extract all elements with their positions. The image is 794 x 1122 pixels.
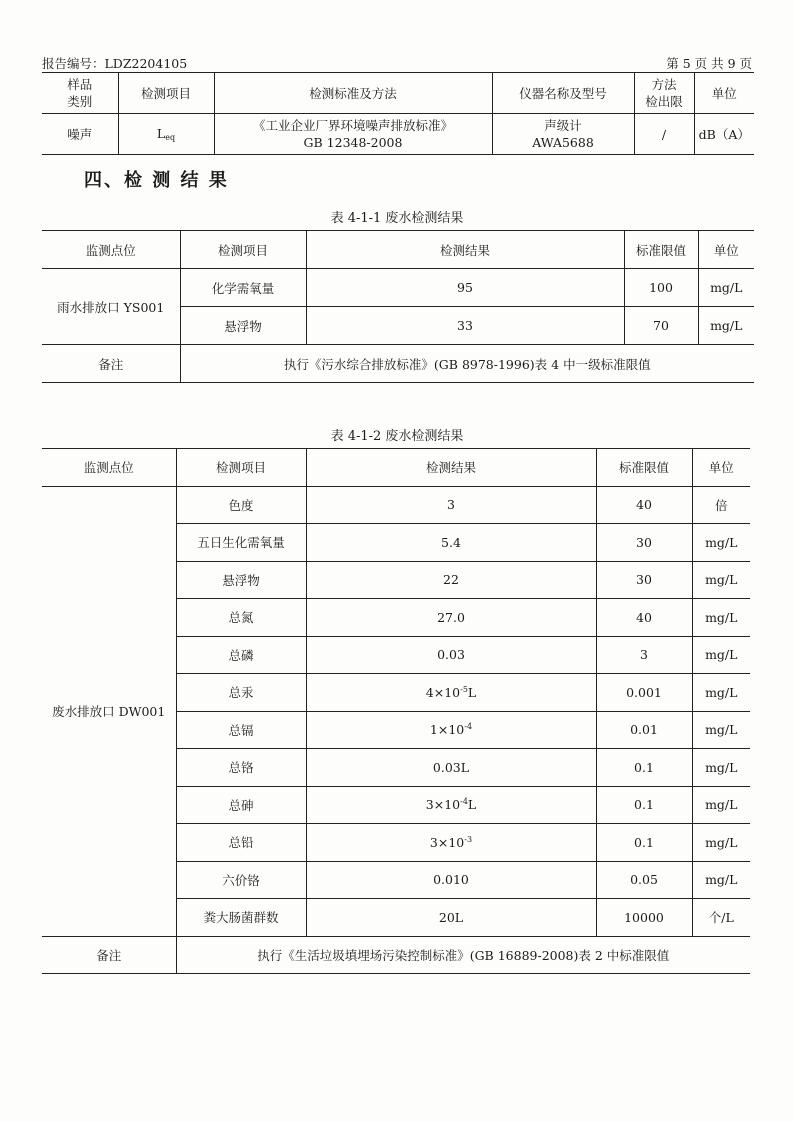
unit-cell: mg/L xyxy=(692,674,750,712)
unit-cell: mg/L xyxy=(692,636,750,674)
header-test-item: 检测项目 xyxy=(118,73,214,114)
instrument: 声级计 AWA5688 xyxy=(492,114,634,155)
standard-method: 《工业企业厂界环境噪声排放标准》 GB 12348-2008 xyxy=(214,114,492,155)
table-row xyxy=(42,269,754,307)
unit-cell: mg/L xyxy=(692,749,750,787)
item-cell: 色度 xyxy=(176,486,306,524)
header-result: 检测结果 xyxy=(306,449,596,487)
limit-cell: 0.1 xyxy=(596,786,692,824)
result-cell: $3\times 10^{-4}L$ xyxy=(306,786,596,824)
limit-cell: 0.01 xyxy=(596,711,692,749)
header-unit: 单位 xyxy=(698,231,754,269)
report-number: 报告编号：LDZ2204105 xyxy=(42,56,188,71)
unit-cell: mg/L xyxy=(692,711,750,749)
method-table-row xyxy=(42,114,754,155)
item-cell: 五日生化需氧量 xyxy=(176,524,306,562)
limit-cell: 0.1 xyxy=(596,749,692,787)
result-cell: $1\times 10^{-4}$ xyxy=(306,711,596,749)
note-label: 备注 xyxy=(42,936,176,974)
result-cell: 5.4 xyxy=(306,524,596,562)
header-result: 检测结果 xyxy=(306,231,624,269)
result-cell: 0.03L xyxy=(306,749,596,787)
unit-cell: 倍 xyxy=(692,486,750,524)
result-cell: $4\times 10^{-5}L$ xyxy=(306,674,596,712)
limit-cell: 3 xyxy=(596,636,692,674)
note-label: 备注 xyxy=(42,345,180,383)
limit-cell: 10000 xyxy=(596,899,692,937)
unit-cell: mg/L xyxy=(698,307,754,345)
result-cell: 0.010 xyxy=(306,861,596,899)
item-cell: 总砷 xyxy=(176,786,306,824)
test-item: $L_{eq}$ xyxy=(118,114,214,155)
item-cell: 粪大肠菌群数 xyxy=(176,899,306,937)
unit-cell: mg/L xyxy=(692,524,750,562)
limit-cell: 30 xyxy=(596,561,692,599)
unit-cell: mg/L xyxy=(692,824,750,862)
note-text: 执行《污水综合排放标准》(GB 8978-1996)表 4 中一级标准限值 xyxy=(180,345,754,383)
table1-caption: 表 4-1-1 废水检测结果 xyxy=(330,211,464,226)
unit-cell: mg/L xyxy=(692,561,750,599)
table1-note-row xyxy=(42,345,754,383)
monitoring-location: 废水排放口 DW001 xyxy=(42,486,176,936)
page-number: 第 5 页 共 9 页 xyxy=(666,56,752,71)
table2-header xyxy=(42,449,750,487)
result-cell: 0.03 xyxy=(306,636,596,674)
item-cell: 悬浮物 xyxy=(176,561,306,599)
unit-cell: mg/L xyxy=(698,269,754,307)
header-location: 监测点位 xyxy=(42,449,176,487)
item-cell: 总铬 xyxy=(176,749,306,787)
result-cell: 27.0 xyxy=(306,599,596,637)
header-unit: 单位 xyxy=(694,73,754,114)
limit-cell: 40 xyxy=(596,486,692,524)
item-cell: 总磷 xyxy=(176,636,306,674)
header-location: 监测点位 xyxy=(42,231,180,269)
item-cell: 总氮 xyxy=(176,599,306,637)
result-cell: 20L xyxy=(306,899,596,937)
limit-cell: 0.1 xyxy=(596,824,692,862)
unit-cell: 个/L xyxy=(692,899,750,937)
header-standard-method: 检测标准及方法 xyxy=(214,73,492,114)
unit-cell: mg/L xyxy=(692,599,750,637)
limit-cell: 30 xyxy=(596,524,692,562)
header-sample-category: 样品 类别 xyxy=(42,73,118,114)
monitoring-location: 雨水排放口 YS001 xyxy=(42,269,180,345)
table2-note-row xyxy=(42,936,750,974)
result-cell: 22 xyxy=(306,561,596,599)
method-table xyxy=(42,72,754,155)
limit-cell: 0.001 xyxy=(596,674,692,712)
item-cell: 化学需氧量 xyxy=(180,269,306,307)
item-cell: 总镉 xyxy=(176,711,306,749)
result-cell: 95 xyxy=(306,269,624,307)
page-header xyxy=(42,54,752,72)
header-unit: 单位 xyxy=(692,449,750,487)
item-cell: 悬浮物 xyxy=(180,307,306,345)
results-table-2 xyxy=(42,448,750,974)
results-table-1 xyxy=(42,230,754,383)
header-item: 检测项目 xyxy=(176,449,306,487)
header-instrument: 仪器名称及型号 xyxy=(492,73,634,114)
limit-cell: 70 xyxy=(624,307,698,345)
sample-category: 噪声 xyxy=(42,114,118,155)
unit-cell: mg/L xyxy=(692,861,750,899)
method-table-header xyxy=(42,73,754,114)
result-cell: $3\times 10^{-3}$ xyxy=(306,824,596,862)
section-title: 四、检 测 结 果 xyxy=(84,170,229,191)
limit-cell: 0.05 xyxy=(596,861,692,899)
header-limit: 标准限值 xyxy=(596,449,692,487)
note-text: 执行《生活垃圾填埋场污染控制标准》(GB 16889-2008)表 2 中标准限值 xyxy=(176,936,750,974)
item-cell: 六价铬 xyxy=(176,861,306,899)
table1-header xyxy=(42,231,754,269)
limit-cell: 40 xyxy=(596,599,692,637)
header-detection-limit: 方法 检出限 xyxy=(634,73,694,114)
header-item: 检测项目 xyxy=(180,231,306,269)
table-row xyxy=(42,486,750,524)
header-limit: 标准限值 xyxy=(624,231,698,269)
unit-cell: mg/L xyxy=(692,786,750,824)
item-cell: 总铅 xyxy=(176,824,306,862)
item-cell: 总汞 xyxy=(176,674,306,712)
result-cell: 3 xyxy=(306,486,596,524)
limit-cell: 100 xyxy=(624,269,698,307)
unit: dB（A） xyxy=(694,114,754,155)
result-cell: 33 xyxy=(306,307,624,345)
table2-caption: 表 4-1-2 废水检测结果 xyxy=(330,429,464,444)
detection-limit: / xyxy=(634,114,694,155)
